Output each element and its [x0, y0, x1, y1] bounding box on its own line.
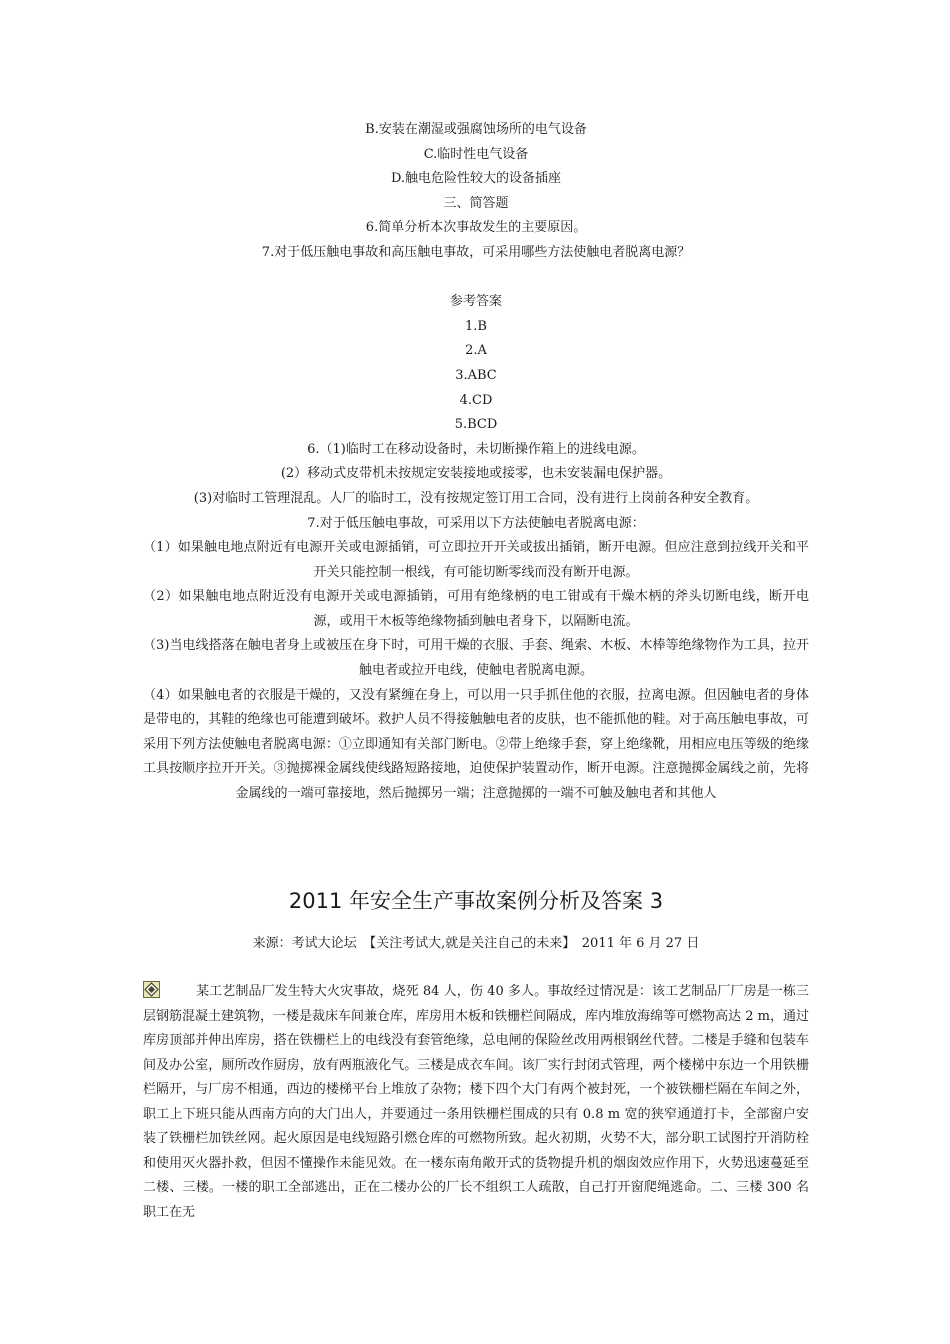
article-body	[143, 980, 809, 1225]
question-6: 6.简单分析本次事故发生的主要原因。	[365, 220, 587, 236]
answer-6-item-1: 6.（1)临时工在移动设备时，未切断操作箱上的进线电源。	[307, 441, 645, 457]
option-d: D.触电危险性较大的设备插座	[390, 171, 562, 187]
answer-7-item-3: （3)当电线搭落在触电者身上或被压在身下时，可用干燥的衣服、手套、绳索、木板、木棒等绝缘物作为工具，拉开触电者或拉开电线，使触电者脱离电源。	[143, 638, 809, 679]
answer-5: 5.BCD	[454, 417, 498, 433]
answer-7-item-1: （1）如果触电地点附近有电源开关或电源插销，可立即拉开开关或拔出插销，断开电源。但应注意到拉线开关和平开关只能控制一根线，有可能切断零线而没有断开电源。	[143, 540, 809, 580]
question-block	[143, 118, 809, 807]
option-b: B.安装在潮湿或强腐蚀场所的电气设备	[365, 122, 587, 137]
article-source: 来源：考试大论坛 【关注考试大,就是关注自己的未来】 2011 年 6 月 27 日	[252, 936, 700, 951]
article-paragraph: 某工艺制品厂发生特大火灾事故，烧死 84 人，伤 40 多人。事故经过情况是：该工艺制品厂厂房是一栋三层钢筋混凝土建筑物，一楼是裁床车间兼仓库，库房用木板和铁栅栏间隔成，库内堆放海绵等可燃物高达 2 m，通过库房顶部并伸出库房，搭在铁栅栏上的电线没有套管绝缘，总电闸的保险丝改用两根钢丝代替。二楼是手缝和包装车间及办公室，厕所改作厨房，放有两瓶液化气。三楼是成衣车间。该厂实行封闭式管理，两个楼梯中东边一个用铁栅栏隔开，与厂房不相通，西边的楼梯平台上堆放了杂物；楼下四个大门有两个被封死，一个被铁栅栏隔在车间之外，职工上下班只能从西南方向的大门出人，并要通过一条用铁栅栏围成的只有 0.8 m 宽的狭窄通道打卡，全部窗户安装了铁栅栏加铁丝网。起火原因是电线短路引燃仓库的可燃物所致。起火初期，火势不大，部分职工试图拧开消防栓和使用灭火器扑救，但因不懂操作未能见效。在一楼东南角敞开式的货物提升机的烟囱效应作用下，火势迅速蔓延至二楼、三楼。一楼的职工全部逃出，正在二楼办公的厂长不组织工人疏散，自己打开窗爬绳逃命。二、三楼 300 名职工在无	[143, 984, 809, 1220]
answer-4: 4.CD	[459, 392, 493, 408]
answer-3: 3.ABC	[455, 367, 497, 383]
answer-1: 1.B	[465, 318, 487, 334]
question-7: 7.对于低压触电事故和高压触电事故，可采用哪些方法使触电者脱离电源？	[261, 244, 691, 260]
article-title: 2011 年安全生产事故案例分析及答案 3	[288, 889, 664, 913]
answers-heading: 参考答案	[449, 294, 502, 310]
section-heading: 三、简答题	[443, 195, 509, 211]
answer-7-item-4: （4）如果触电者的衣服是干燥的，又没有紧缠在身上，可以用一只手抓住他的衣服，拉离电源。但因触电者的身体是带电的，其鞋的绝缘也可能遭到破坏。救护人员不得接触触电者的皮肤，也不能抓他的鞋。对于高压触电事故，可采用下列方法使触电者脱离电源：①立即通知有关部门断电。②带上绝缘手套，穿上绝缘靴，用相应电压等级的绝缘工具按顺序拉开开关。③抛掷裸金属线使线路短路接地，迫使保护装置动作，断开电源。注意抛掷金属线之前，先将金属线的一端可靠接地，然后抛掷另一端；注意抛掷的一端不可触及触电者和其他人	[143, 687, 809, 802]
answer-7-heading: 7.对于低压触电事故，可采用以下方法使触电者脱离电源：	[307, 515, 645, 531]
answer-7-item-2: （2）如果触电地点附近没有电源开关或电源插销，可用有绝缘柄的电工钳或有干燥木柄的斧头切断电线，断开电源，或用干木板等绝缘物插到触电者身下，以隔断电流。	[143, 589, 809, 629]
answer-2: 2.A	[465, 343, 487, 359]
document-icon[interactable]	[143, 981, 160, 998]
option-c: C.临时性电气设备	[423, 146, 529, 162]
answer-6-item-2: (2）移动式皮带机未按规定安装接地或接零，也未安装漏电保护器。	[280, 466, 672, 482]
spacer	[143, 266, 809, 291]
answer-6-item-3: (3)对临时工管理混乱。人厂的临时工，没有按规定签订用工合同，没有进行上岗前各种安全教育。	[193, 490, 759, 506]
